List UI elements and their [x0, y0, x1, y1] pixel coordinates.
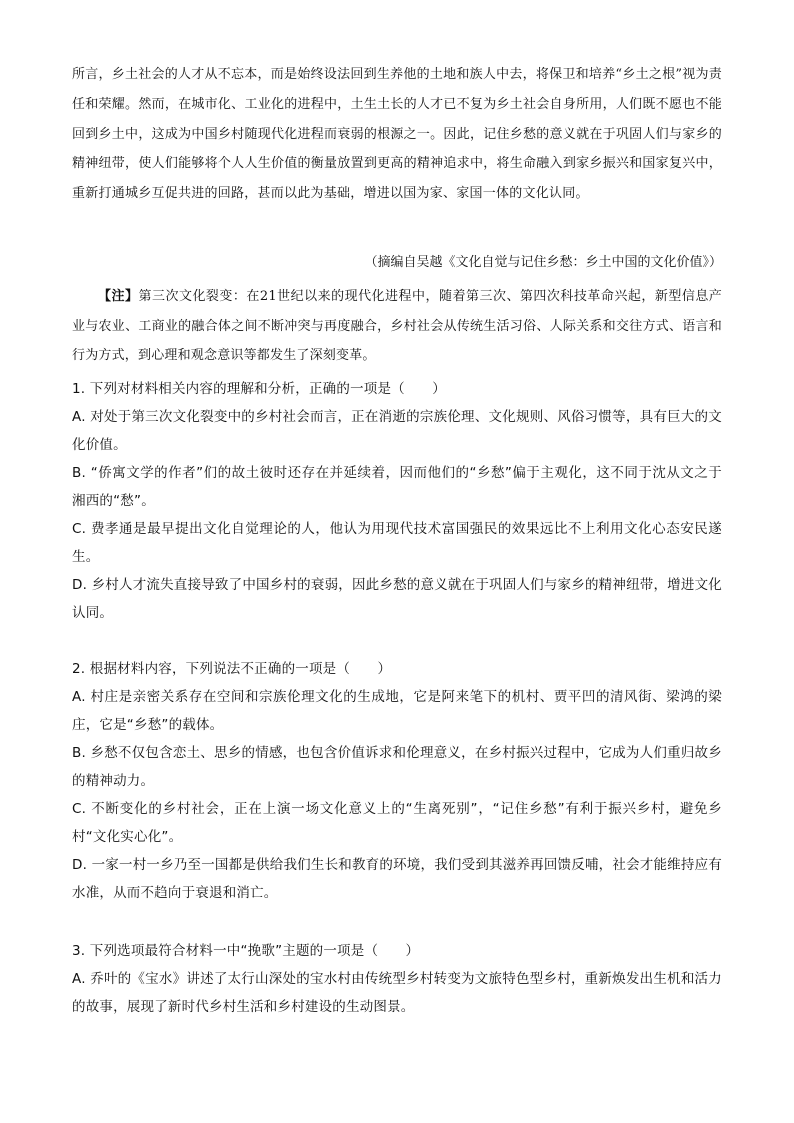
option-d: D. 一家一村一乡乃至一国都是供给我们生长和教育的环境，我们受到其滋养再回馈反哺，社会才能维持应有水准，从而不趋向于衰退和消亡。 — [72, 857, 722, 901]
question-stem: 2. 根据材料内容，下列说法不正确的一项是（ ） — [72, 661, 392, 677]
option-d: D. 乡村人才流失直接导致了中国乡村的衰弱，因此乡愁的意义就在于巩固人们与家乡的精神纽带，增进文化认同。 — [72, 577, 722, 621]
question-3 — [72, 937, 722, 1021]
question-stem: 1. 下列对材料相关内容的理解和分析，正确的一项是（ ） — [72, 381, 446, 397]
option-b: B. 乡愁不仅包含恋土、思乡的情感，也包含价值诉求和伦理意义，在乡村振兴过程中，它成为人们重归故乡的精神动力。 — [72, 745, 722, 789]
question-2 — [72, 655, 722, 907]
question-stem: 3. 下列选项最符合材料一中“挽歌”主题的一项是（ ） — [72, 943, 420, 959]
question-1 — [72, 375, 722, 627]
option-a: A. 村庄是亲密关系存在空间和宗族伦理文化的生成地，它是阿来笔下的机村、贾平凹的清风街、梁鸿的梁庄，它是“乡愁”的载体。 — [72, 689, 722, 733]
passage-source: （摘编自吴越《文化自觉与记住乡愁：乡土中国的文化价值》） — [364, 255, 722, 270]
note-tag: 【注】 — [98, 289, 139, 304]
option-c: C. 不断变化的乡村社会，正在上演一场文化意义上的“生离死别”，“记住乡愁”有利于振兴乡村，避免乡村“文化实心化”。 — [72, 801, 722, 845]
option-c: C. 费孝通是最早提出文化自觉理论的人，他认为用现代技术富国强民的效果远比不上利用文化心态安民遂生。 — [72, 521, 722, 565]
option-a: A. 对处于第三次文化裂变中的乡村社会而言，正在消逝的宗族伦理、文化规则、风俗习惯等，具有巨大的文化价值。 — [72, 409, 722, 453]
passage-paragraph: 所言，乡土社会的人才从不忘本，而是始终设法回到生养他的土地和族人中去，将保卫和培养“乡土之根”视为责任和荣耀。然而，在城市化、工业化的进程中，土生土长的人才已不复为乡土社会自身所用，人们既不愿也不能回到乡土中，这成为中国乡村随现代化进程而衰弱的根源之一。因此，记住乡愁的意义就在于巩固人们与家乡的精神纽带，使人们能够将个人人生价值的衡量放置到更高的精神追求中，将生命融入到家乡振兴和国家复兴中，重新打通城乡互促共进的回路，甚而以此为基础，增进以国为家、家国一体的文化认同。 — [72, 67, 722, 202]
passage-note — [72, 282, 722, 371]
option-b: B. “侨寓文学的作者”们的故土彼时还存在并延续着，因而他们的“乡愁”偏于主观化，这不同于沈从文之于湘西的“愁”。 — [72, 465, 722, 509]
note-text: 第三次文化裂变：在21世纪以来的现代化进程中，随着第三次、第四次科技革命兴起，新型信息产业与农业、工商业的融合体之间不断冲突与再度融合，乡村社会从传统生活习俗、人际关系和交往方式、语言和行为方式，到心理和观念意识等都发生了深刻变革。 — [72, 289, 723, 364]
option-a: A. 乔叶的《宝水》讲述了太行山深处的宝水村由传统型乡村转变为文旅特色型乡村，重新焕发出生机和活力的故事，展现了新时代乡村生活和乡村建设的生动图景。 — [72, 971, 722, 1015]
